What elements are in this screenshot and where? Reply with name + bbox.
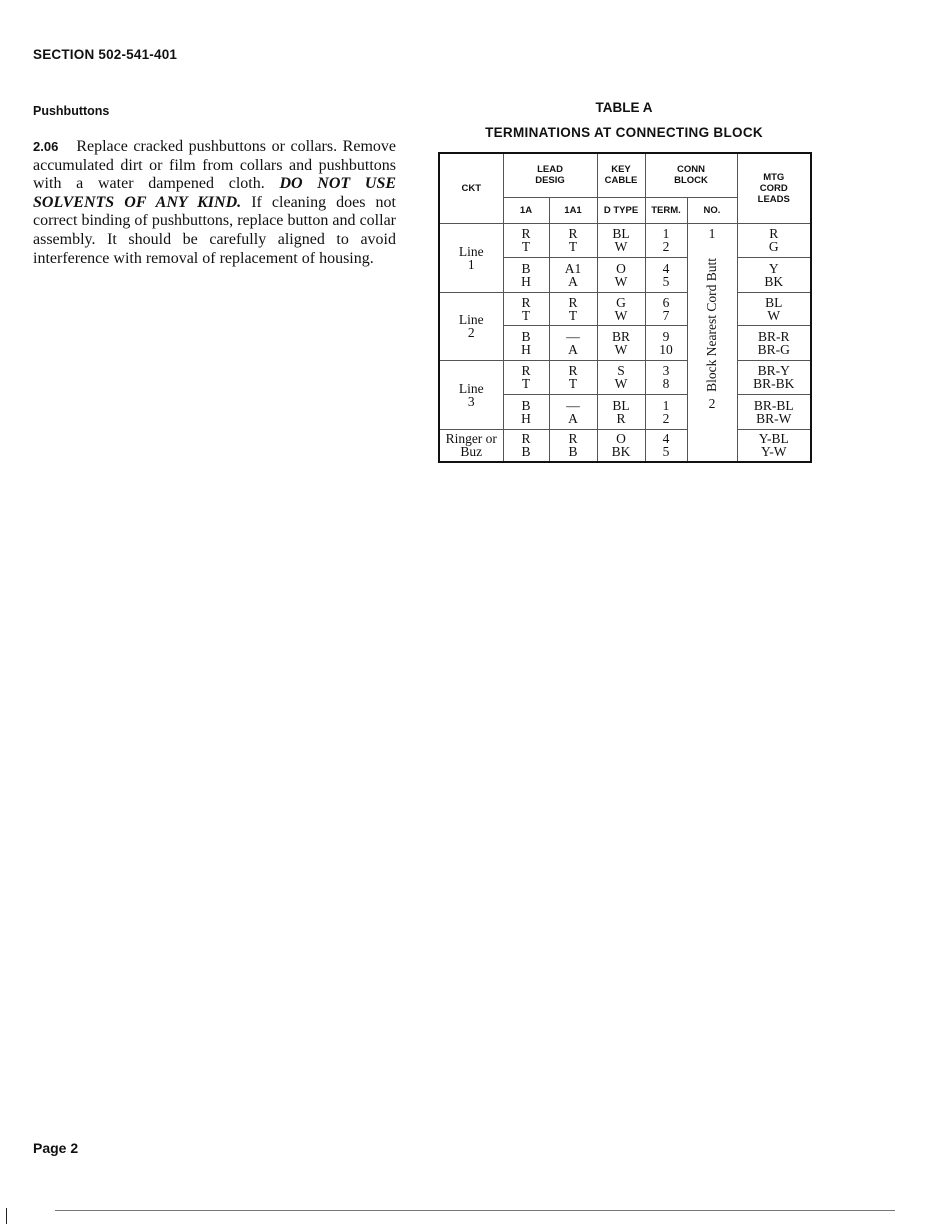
table-title: TABLE A <box>595 100 653 115</box>
cell-dtype-bottom: W <box>614 273 628 289</box>
block-note-text: Block Nearest Cord Butt <box>704 257 719 392</box>
table-cell <box>549 223 597 257</box>
header-conn-block-text: CONN BLOCK <box>674 164 708 187</box>
cell-term-top: 4 <box>662 260 670 276</box>
cell-1a1-bottom: T <box>568 239 578 254</box>
table-cell <box>645 223 687 257</box>
table-cell <box>597 429 645 462</box>
cell-1a1-top: R <box>568 363 578 378</box>
ckt-line-3 <box>439 360 503 429</box>
cell-term-top: 4 <box>662 431 670 447</box>
cell-mtg-bottom: BR-BK <box>753 376 795 391</box>
cell-dtype-bottom: R <box>616 410 626 426</box>
cell-term-bottom: 5 <box>662 273 670 289</box>
table-cell <box>597 360 645 394</box>
cell-1a-bottom: H <box>521 410 531 426</box>
table-cell <box>597 325 645 360</box>
cell-dtype-bottom: W <box>614 307 628 323</box>
ckt-ringer <box>439 429 503 462</box>
cell-1a-top: R <box>521 431 531 447</box>
cell-term-bottom: 8 <box>662 376 670 391</box>
cell-1a-bottom: T <box>521 307 531 323</box>
header-lead-desig-text: LEAD DESIG <box>535 164 565 187</box>
header-term: TERM. <box>645 197 687 223</box>
cell-dtype-top: S <box>617 363 625 378</box>
ckt-line-3-text: Line 3 <box>458 380 484 409</box>
cell-mtg-bottom: G <box>768 239 779 254</box>
cell-mtg-bottom: Y-W <box>761 444 787 460</box>
cell-dtype-top: G <box>616 294 626 310</box>
cell-1a-top: R <box>521 294 531 310</box>
block-no-1: 1 <box>687 223 737 257</box>
cell-1a1-top: R <box>568 226 578 241</box>
cell-dtype-bottom: W <box>614 239 628 254</box>
header-conn-block <box>645 153 737 197</box>
table-cell <box>503 325 549 360</box>
cell-1a1-bottom: B <box>568 444 578 460</box>
cell-dtype-top: O <box>616 431 626 447</box>
table-cell <box>645 325 687 360</box>
table-cell <box>597 223 645 257</box>
cell-1a-top: B <box>521 397 531 413</box>
cell-dtype-bottom: W <box>614 376 628 391</box>
table-cell <box>737 325 811 360</box>
cell-1a1-bottom: A <box>568 410 578 426</box>
table-cell <box>597 394 645 429</box>
header-key-cable-text: KEY CABLE <box>604 164 638 187</box>
cell-dtype-top: BL <box>612 397 630 413</box>
margin-mark <box>6 1208 7 1224</box>
cell-term-bottom: 5 <box>662 444 670 460</box>
table-cell <box>737 292 811 325</box>
header-mtg-cord-leads <box>737 153 811 223</box>
table-cell <box>549 325 597 360</box>
table-cell <box>645 257 687 292</box>
header-d-type: D TYPE <box>597 197 645 223</box>
header-lead-desig <box>503 153 597 197</box>
block-note-cell <box>687 257 737 394</box>
table-cell <box>645 394 687 429</box>
section-header: SECTION 502-541-401 <box>33 47 178 62</box>
table-cell <box>549 394 597 429</box>
cell-dtype-top: O <box>616 260 626 276</box>
paragraph-text: Replace cracked pushbuttons or collars. Remove accumulated dirt or film from collars and pushbuttons with a water dampened cloth. <box>33 138 396 193</box>
cell-mtg-bottom: W <box>767 307 781 323</box>
cell-1a1-top: — <box>566 397 580 413</box>
cell-term-bottom: 7 <box>662 307 670 323</box>
header-mtg-cord-leads-text: MTG CORD LEADS <box>757 171 790 205</box>
bottom-rule <box>55 1210 895 1211</box>
table-cell <box>549 257 597 292</box>
cell-1a1-bottom: A <box>568 341 578 357</box>
table-cell <box>549 292 597 325</box>
cell-mtg-top: Y <box>768 260 779 276</box>
header-1a: 1A <box>503 197 549 223</box>
cell-1a-bottom: H <box>521 341 531 357</box>
table-cell <box>645 429 687 462</box>
cell-1a1-bottom: T <box>568 376 578 391</box>
header-no: NO. <box>687 197 737 223</box>
table-cell <box>549 360 597 394</box>
cell-dtype-top: BL <box>612 226 630 241</box>
table-cell <box>737 257 811 292</box>
table-cell <box>503 394 549 429</box>
cell-1a-bottom: H <box>521 273 531 289</box>
cell-1a-top: R <box>521 363 531 378</box>
cell-mtg-top: Y-BL <box>758 431 789 447</box>
cell-mtg-top: BR-R <box>757 328 790 344</box>
cell-1a-bottom: B <box>521 444 531 460</box>
cell-1a1-top: R <box>568 294 578 310</box>
subhead-pushbuttons: Pushbuttons <box>33 104 110 118</box>
ckt-line-1 <box>439 223 503 292</box>
header-key-cable <box>597 153 645 197</box>
cell-term-top: 9 <box>662 328 670 344</box>
page-number: Page 2 <box>33 1140 79 1156</box>
cell-term-bottom: 2 <box>662 239 670 254</box>
table-cell <box>645 292 687 325</box>
cell-1a-top: B <box>521 260 531 276</box>
cell-mtg-top: BR-Y <box>757 363 790 378</box>
table-cell <box>737 394 811 429</box>
table-cell <box>503 360 549 394</box>
table-cell <box>597 292 645 325</box>
table-cell <box>503 257 549 292</box>
cell-term-top: 1 <box>662 226 670 241</box>
table-cell <box>503 223 549 257</box>
ckt-line-1-text: Line 1 <box>458 243 484 272</box>
block-note <box>705 258 719 392</box>
cell-term-top: 6 <box>662 294 670 310</box>
cell-dtype-top: BR <box>611 328 630 344</box>
cell-mtg-bottom: BR-G <box>757 341 790 357</box>
cell-mtg-bottom: BR-W <box>756 410 792 426</box>
warning-text: DO NOT USE SOLVENTS OF ANY KIND. <box>33 175 397 211</box>
cell-1a-top: B <box>521 328 531 344</box>
block-no-2: 2 <box>687 394 737 462</box>
table-cell <box>737 360 811 394</box>
paragraph-number: 2.06 <box>33 139 59 154</box>
cell-term-top: 1 <box>662 397 670 413</box>
cell-1a1-bottom: A <box>568 273 578 289</box>
table-cell <box>737 223 811 257</box>
cell-mtg-bottom: BK <box>764 273 784 289</box>
table-subtitle: TERMINATIONS AT CONNECTING BLOCK <box>485 125 763 140</box>
cell-1a1-top: — <box>566 328 580 344</box>
cell-1a1-top: A1 <box>564 260 582 276</box>
table-cell <box>503 429 549 462</box>
cell-term-top: 3 <box>662 363 670 378</box>
table-cell <box>597 257 645 292</box>
header-1a1: 1A1 <box>549 197 597 223</box>
cell-mtg-top: BL <box>765 294 783 310</box>
ckt-line-2-text: Line 2 <box>458 312 484 340</box>
table-cell <box>549 429 597 462</box>
table-cell <box>503 292 549 325</box>
cell-dtype-bottom: W <box>614 341 628 357</box>
ckt-ringer-text: Ringer or Buz <box>445 431 497 460</box>
cell-term-bottom: 10 <box>659 341 673 357</box>
cell-term-bottom: 2 <box>662 410 670 426</box>
table-cell <box>645 360 687 394</box>
cell-1a-bottom: T <box>521 376 531 391</box>
cell-dtype-bottom: BK <box>611 444 631 460</box>
cell-1a1-bottom: T <box>568 307 578 323</box>
cell-mtg-top: R <box>769 226 779 241</box>
cell-1a1-top: R <box>568 431 578 447</box>
cell-1a-top: R <box>521 226 531 241</box>
cell-mtg-top: BR-BL <box>753 397 794 413</box>
header-ckt: CKT <box>439 153 503 223</box>
table-cell <box>737 429 811 462</box>
paragraph-2-06 <box>33 138 396 268</box>
terminations-table <box>438 152 812 463</box>
paragraph-text-continued: If cleaning does not correct binding of pushbuttons, replace button and collar assembly. It should be carefully aligned to avoid interference with removal of replacement of housing. <box>33 193 397 267</box>
ckt-line-2 <box>439 292 503 360</box>
cell-1a-bottom: T <box>521 239 531 254</box>
